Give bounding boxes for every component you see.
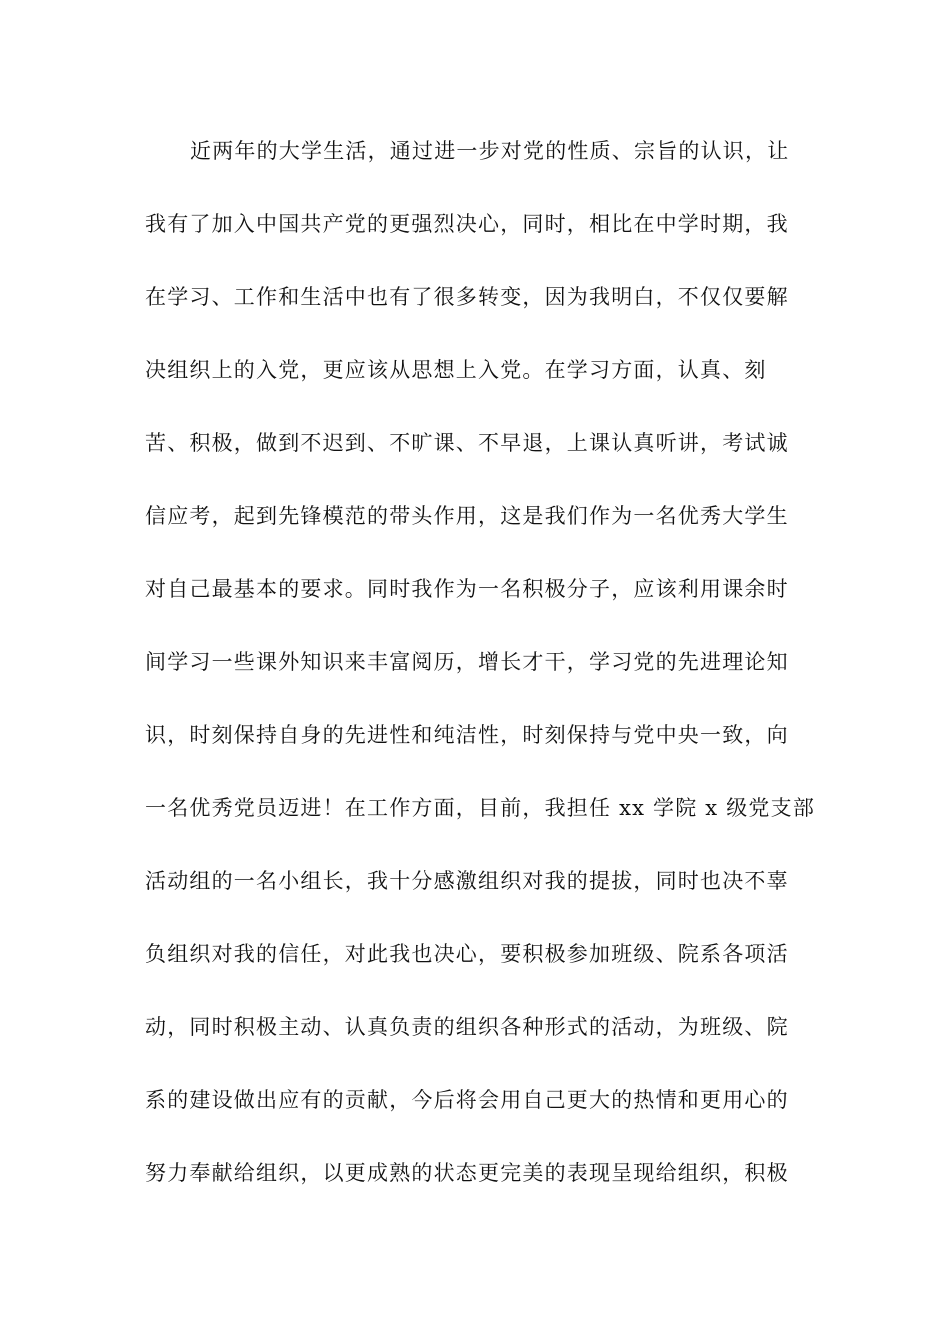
text-line: 一名优秀党员迈进！在工作方面，目前，我担任 xx 学院 x 级党支部 bbox=[145, 796, 816, 820]
text-line: 决组织上的入党，更应该从思想上入党。在学习方面，认真、刻 bbox=[145, 358, 767, 382]
text-line: 我有了加入中国共产党的更强烈决心，同时，相比在中学时期，我 bbox=[145, 212, 789, 236]
text-line: 对自己最基本的要求。同时我作为一名积极分子，应该利用课余时 bbox=[145, 577, 789, 601]
text-line: 苦、积极，做到不迟到、不旷课、不早退，上课认真听讲，考试诚 bbox=[145, 431, 789, 455]
text-line: 动，同时积极主动、认真负责的组织各种形式的活动，为班级、院 bbox=[145, 1015, 789, 1039]
text-line: 识，时刻保持自身的先进性和纯洁性，时刻保持与党中央一致，向 bbox=[145, 723, 789, 747]
text-line: 信应考，起到先锋模范的带头作用，这是我们作为一名优秀大学生 bbox=[145, 504, 789, 528]
text-line: 活动组的一名小组长，我十分感激组织对我的提拔，同时也决不辜 bbox=[145, 869, 789, 893]
text-line: 系的建设做出应有的贡献，今后将会用自己更大的热情和更用心的 bbox=[145, 1088, 789, 1112]
text-line: 近两年的大学生活，通过进一步对党的性质、宗旨的认识，让 bbox=[190, 139, 790, 163]
text-line: 负组织对我的信任，对此我也决心，要积极参加班级、院系各项活 bbox=[145, 942, 789, 966]
text-line: 间学习一些课外知识来丰富阅历，增长才干，学习党的先进理论知 bbox=[145, 650, 789, 674]
text-line: 在学习、工作和生活中也有了很多转变，因为我明白，不仅仅要解 bbox=[145, 285, 789, 309]
text-line: 努力奉献给组织，以更成熟的状态更完美的表现呈现给组织，积极 bbox=[145, 1161, 789, 1185]
